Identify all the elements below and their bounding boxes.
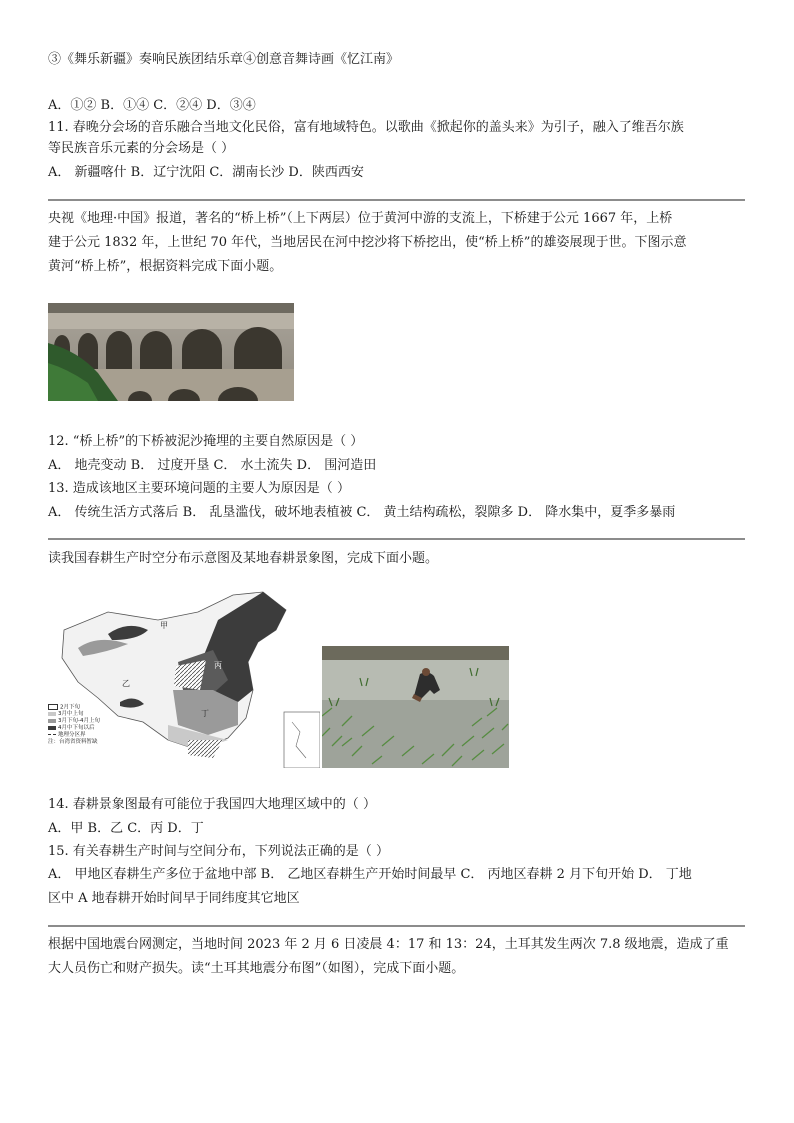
- region-label-ding: 丁: [201, 709, 209, 718]
- answer-options-15: A． 甲地区春耕生产多位于盆地中部 B． 乙地区春耕生产开始时间最早 C． 丙地区春耕 2 月下旬开始 D． 丁地: [48, 867, 692, 882]
- bridge-photo: [48, 303, 294, 401]
- answer-options-13: A． 传统生活方式落后 B． 乱垦滥伐，破坏地表植被 C． 黄土结构疏松，裂隙多 D． 降水集中，夏季多暴雨: [48, 505, 676, 520]
- passage-bridge-end: 黄河“桥上桥”，根据资料完成下面小题。: [48, 259, 283, 274]
- legend-item: 3月下旬-4月上旬: [48, 718, 100, 724]
- answer-options-11: A． 新疆喀什 B．辽宁沈阳 C．湖南长沙 D．陕西西安: [48, 165, 364, 180]
- region-label-yi: 乙: [122, 679, 130, 688]
- passage-earthquake: 根据中国地震台网测定，当地时间 2023 年 2 月 6 日凌晨 4：17 和 13：24，土耳其发生两次 7.8 级地震，造成了重: [48, 937, 729, 952]
- question-12: 12. “桥上桥”的下桥被泥沙掩埋的主要自然原因是（ ）: [48, 434, 364, 449]
- option-line: ③《舞乐新疆》奏响民族团结乐章④创意音舞诗画《忆江南》: [48, 52, 400, 67]
- region-label-bing: 丙: [214, 661, 222, 670]
- question-15: 15. 有关春耕生产时间与空间分布，下列说法正确的是（ ）: [48, 844, 389, 859]
- legend-item: 4月中下旬以后: [48, 725, 95, 731]
- passage-bridge: 央视《地理·中国》报道，著名的“桥上桥”（上下两层）位于黄河中游的支流上，下桥建于公元 1667 年，上桥: [48, 211, 673, 226]
- divider: [48, 199, 745, 201]
- passage-spring-farming: 读我国春耕生产时空分布示意图及某地春耕景象图，完成下面小题。: [48, 551, 439, 566]
- legend-note: 注：台湾省资料暂缺: [48, 739, 98, 745]
- answer-options-12: A． 地壳变动 B． 过度开垦 C． 水土流失 D． 围河造田: [48, 458, 377, 473]
- divider: [48, 925, 745, 927]
- region-label-jia: 甲: [160, 621, 168, 630]
- question-11: 11. 春晚分会场的音乐融合当地文化民俗，富有地域特色。以歌曲《掀起你的盖头来》为引子，融入了维吾尔族: [48, 120, 684, 135]
- answer-options-14: A．甲 B．乙 C．丙 D．丁: [48, 821, 204, 836]
- legend-item: 2月下旬: [48, 704, 80, 711]
- spring-farming-photo: [322, 646, 509, 768]
- passage-earthquake-cont: 大人员伤亡和财产损失。读“土耳其地震分布图”（如图），完成下面小题。: [48, 961, 465, 976]
- legend-item: 地理分区界: [48, 732, 86, 738]
- question-13: 13. 造成该地区主要环境问题的主要人为原因是（ ）: [48, 481, 350, 496]
- question-14: 14. 春耕景象图最有可能位于我国四大地理区域中的（ ）: [48, 797, 376, 812]
- legend-item: 3月中上旬: [48, 711, 84, 717]
- map-legend: [48, 704, 128, 756]
- china-spring-farming-map: [48, 590, 320, 768]
- answer-options-15-cont: 区中 A 地春耕开始时间早于同纬度其它地区: [48, 891, 300, 906]
- question-11-cont: 等民族音乐元素的分会场是（ ）: [48, 141, 235, 156]
- passage-bridge-cont: 建于公元 1832 年，上世纪 70 年代，当地居民在河中挖沙将下桥挖出，使“桥上桥”的雄姿展现于世。下图示意: [48, 235, 687, 250]
- divider: [48, 538, 745, 540]
- answer-options-10: A．①② B．①④ C．②④ D．③④: [48, 98, 256, 113]
